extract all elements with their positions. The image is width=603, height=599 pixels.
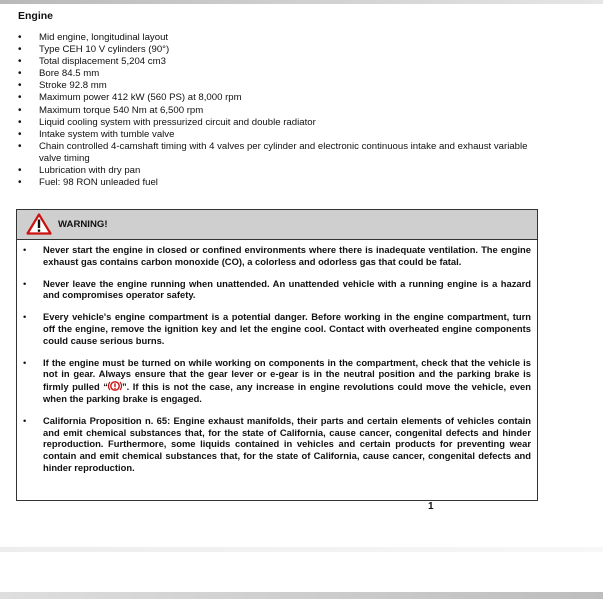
warning-item: • Never leave the engine running when unattended. An unattended vehicle with a running engine is a hazard and compromises operator safety. bbox=[23, 278, 531, 302]
spec-item: • Mid engine, longitudinal layout bbox=[18, 32, 548, 44]
warning-gear-text-before: If the engine must be turned on while working on components in the compartment, check that the vehicle is not in gear. Always ensure that the gear lever or e-gear is in the neutral position and the parking brake is firmly pulled “ bbox=[43, 356, 531, 393]
engine-spec-list bbox=[18, 32, 548, 189]
warning-header bbox=[17, 210, 537, 240]
warning-title: WARNING! bbox=[58, 219, 108, 230]
warning-item: • Every vehicle's engine compartment is a potential danger. Before working in the engine compartment, turn off the engine, remove the ignition key and let the engine cool. Contact with overheated engine components could cause serious burns. bbox=[23, 311, 531, 346]
warning-triangle-icon bbox=[26, 213, 52, 235]
warning-item-gear bbox=[23, 357, 531, 405]
warning-list bbox=[17, 240, 537, 474]
spec-item: • Lubrication with dry pan bbox=[18, 165, 548, 177]
warning-box bbox=[16, 209, 538, 501]
bottom-edge-bar bbox=[0, 592, 603, 599]
spec-item: • Liquid cooling system with pressurized circuit and double radiator bbox=[18, 117, 548, 129]
spec-item: • Fuel: 98 RON unleaded fuel bbox=[18, 177, 548, 189]
warning-gear-text-after: ”. If this is not the case, any increase in engine revolutions could move the vehicle, even when the parking brake is engaged. bbox=[43, 381, 532, 404]
page-separator bbox=[0, 547, 603, 552]
spec-item: • Maximum torque 540 Nm at 6,500 rpm bbox=[18, 105, 548, 117]
spec-item: • Maximum power 412 kW (560 PS) at 8,000 rpm bbox=[18, 92, 548, 104]
spec-item: • Total displacement 5,204 cm3 bbox=[18, 56, 548, 68]
warning-item: • California Proposition n. 65: Engine exhaust manifolds, their parts and certain elements of vehicles contain and emit chemical substances that, for the state of California, cause cancer, congenital defects and hinder reproduction. Furthermore, some liquids contained in vehicles and certain products for preventing wear contain and emit chemical substances that, for the state of California, cause cancer, congenital defects and hinder reproduction. bbox=[23, 415, 531, 474]
spec-item: • Stroke 92.8 mm bbox=[18, 80, 548, 92]
spec-item: • Chain controlled 4-camshaft timing with 4 valves per cylinder and electronic continuous intake and exhaust variable valve timing bbox=[18, 141, 548, 165]
warning-item: • Never start the engine in closed or confined environments where there is inadequate ventilation. The engine exhaust gas contains carbon monoxide (CO), a colorless and odorless gas that could be fatal. bbox=[23, 244, 531, 268]
spec-item: • Type CEH 10 V cylinders (90°) bbox=[18, 44, 548, 56]
parking-brake-icon bbox=[108, 380, 122, 392]
page-number: 1 bbox=[428, 501, 434, 512]
spec-item: • Bore 84.5 mm bbox=[18, 68, 548, 80]
spec-item: • Intake system with tumble valve bbox=[18, 129, 548, 141]
document-page bbox=[0, 4, 603, 545]
section-title: Engine bbox=[18, 10, 54, 22]
